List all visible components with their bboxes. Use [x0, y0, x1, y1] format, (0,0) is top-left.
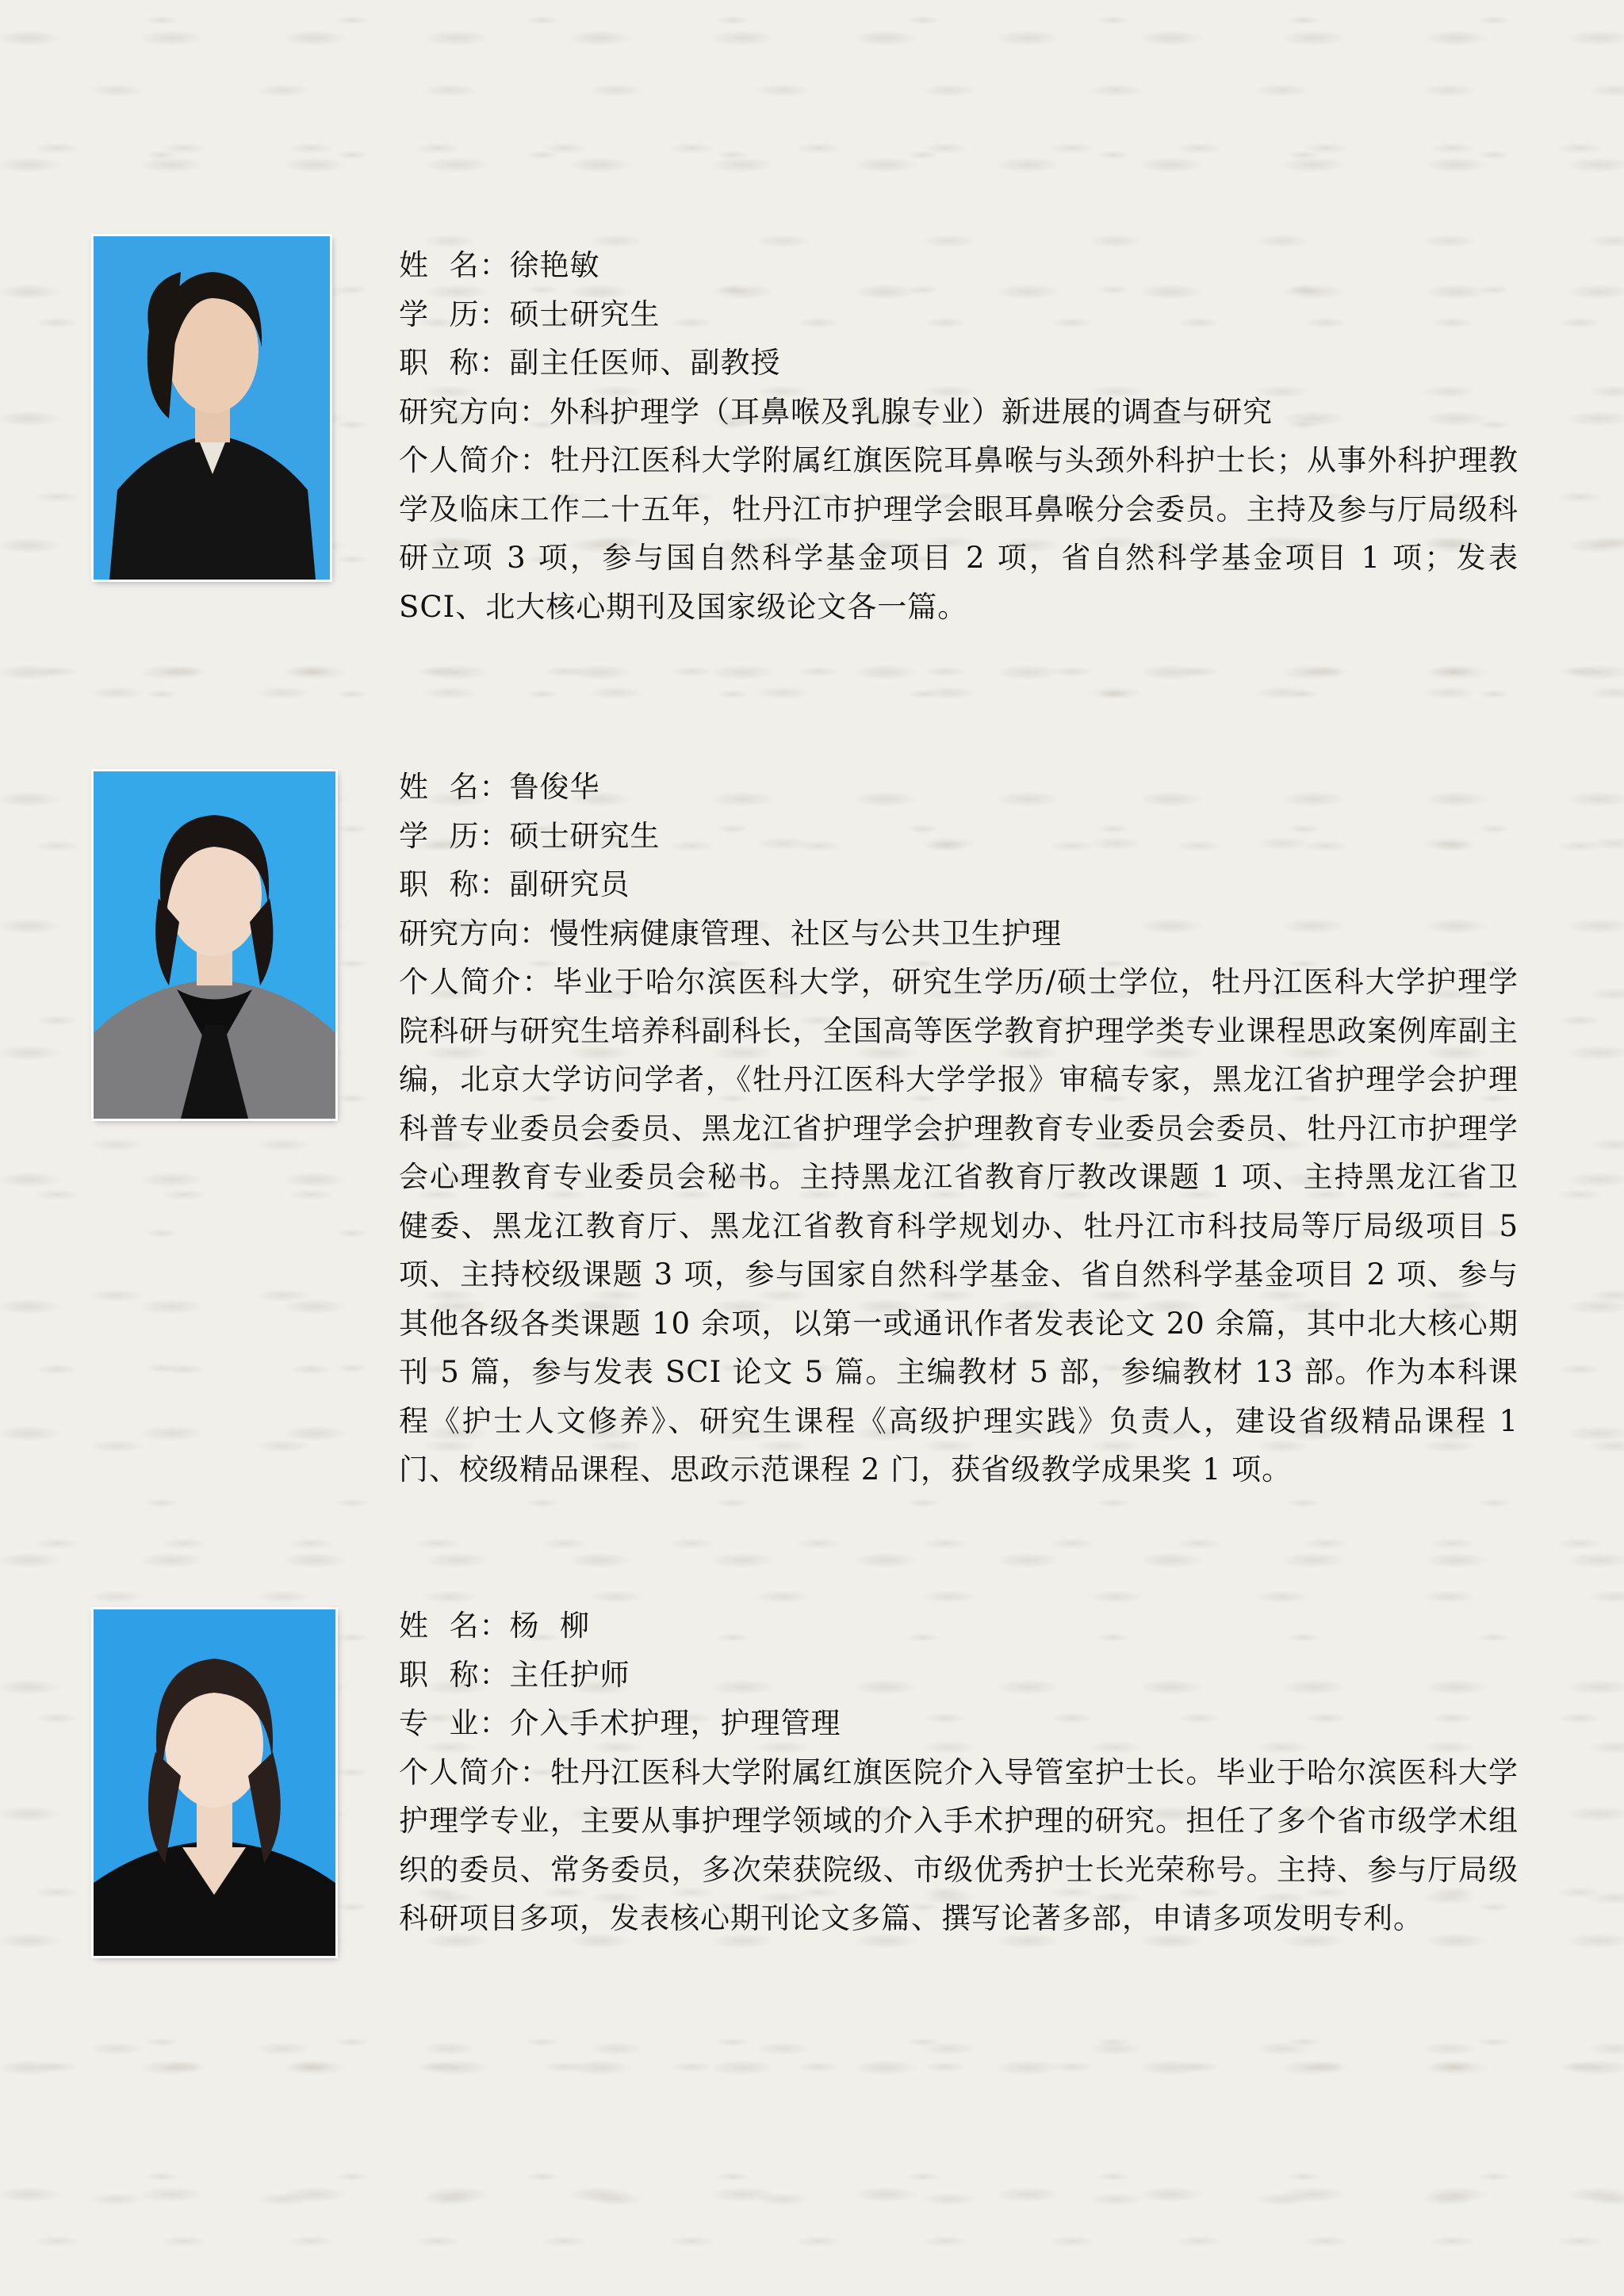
portrait-photo — [94, 771, 335, 1119]
research-value: 外科护理学（耳鼻喉及乳腺专业）新进展的调查与研究 — [550, 394, 1273, 429]
education-value: 硕士研究生 — [509, 297, 661, 331]
bio-text: 毕业于哈尔滨医科大学，研究生学历/硕士学位，牡丹江医科大学护理学院科研与研究生培养科副科长，全国高等医学教育护理学类专业课程思政案例库副主编，北京大学访问学者，《牡丹江医科大学学报》审稿专家，黑龙江省护理学会护理科普专业委员会委员、黑龙江省护理学会护理教育专业委员会委员、牡丹江市护理学会心理教育专业委员会秘书。主持黑龙江省教育厅教改课题 1 项、主持黑龙江省卫健委、黑龙江教育厅、黑龙江省教育科学规划办、牡丹江市科技局等厅局级项目 5 项、主持校级课题 3 项，参与国家自然科学基金、省自然科学基金项目 2 项、参与其他各级各类课题 10 余项，以第一或通讯作者发表论文 20 余篇，其中北大核心期刊 5 篇，参与发表 SCI 论文 5 篇。主编教材 5 部，参编教材 13 部。作为本科课程《护士人文修养》、研究生课程《高级护理实践》负责人，建设省级精品课程 1 门、校级精品课程、思政示范课程 2 门，获省级教学成果奖 1 项。 — [399, 965, 1529, 1487]
education-row — [399, 290, 1519, 339]
title-row — [399, 860, 1519, 909]
title-row — [399, 339, 1519, 388]
title-value: 副主任医师、副教授 — [509, 346, 781, 380]
name-row — [399, 1601, 1519, 1651]
bio-paragraph — [399, 436, 1529, 631]
name-row — [399, 241, 1519, 290]
title-label: 职 称： — [399, 346, 510, 380]
name-value: 鲁俊华 — [509, 770, 600, 804]
portrait-photo — [94, 236, 330, 580]
bio-text: 牡丹江医科大学附属红旗医院介入导管室护士长。毕业于哈尔滨医科大学护理学专业，主要从事护理学领域的介入手术护理的研究。担任了多个省市级学术组织的委员、常务委员，多次荣获院级、市级优秀护士长光荣称号。主持、参与厅局级科研项目多项，发表核心期刊论文多篇、撰写论著多部，申请多项发明专利。 — [399, 1755, 1519, 1935]
education-label: 学 历： — [399, 297, 510, 331]
bio-paragraph — [399, 958, 1529, 1494]
portrait-photo — [94, 1609, 335, 1956]
name-row — [399, 763, 1519, 812]
name-value: 徐艳敏 — [509, 248, 600, 282]
name-value: 杨 柳 — [509, 1609, 591, 1643]
research-label: 研究方向： — [399, 916, 550, 951]
name-label: 姓 名： — [399, 770, 510, 804]
bio-text: 牡丹江医科大学附属红旗医院耳鼻喉与头颈外科护士长；从事外科护理教学及临床工作二十五年，牡丹江市护理学会眼耳鼻喉分会委员。主持及参与厅局级科研立项 3 项，参与国自然科学基金项目 2 项，省自然科学基金项目 1 项；发表 SCI、北大核心期刊及国家级论文各一篇。 — [399, 443, 1529, 624]
major-value: 介入手术护理，护理管理 — [509, 1706, 841, 1740]
bio-label: 个人简介： — [399, 1755, 550, 1789]
education-value: 硕士研究生 — [509, 818, 661, 853]
research-value: 慢性病健康管理、社区与公共卫生护理 — [550, 916, 1062, 951]
research-row — [399, 388, 1519, 437]
bio-label: 个人简介： — [399, 965, 553, 999]
bio-label: 个人简介： — [399, 443, 550, 477]
major-label: 专 业： — [399, 1706, 510, 1740]
title-label: 职 称： — [399, 867, 510, 901]
education-label: 学 历： — [399, 818, 510, 853]
title-value: 副研究员 — [509, 867, 630, 901]
major-row — [399, 1699, 1519, 1748]
name-label: 姓 名： — [399, 248, 510, 282]
research-row — [399, 909, 1519, 959]
title-row — [399, 1651, 1519, 1700]
title-label: 职 称： — [399, 1657, 510, 1692]
research-label: 研究方向： — [399, 394, 550, 429]
title-value: 主任护师 — [509, 1657, 630, 1692]
name-label: 姓 名： — [399, 1609, 510, 1643]
bio-paragraph — [399, 1748, 1519, 1943]
education-row — [399, 812, 1519, 861]
